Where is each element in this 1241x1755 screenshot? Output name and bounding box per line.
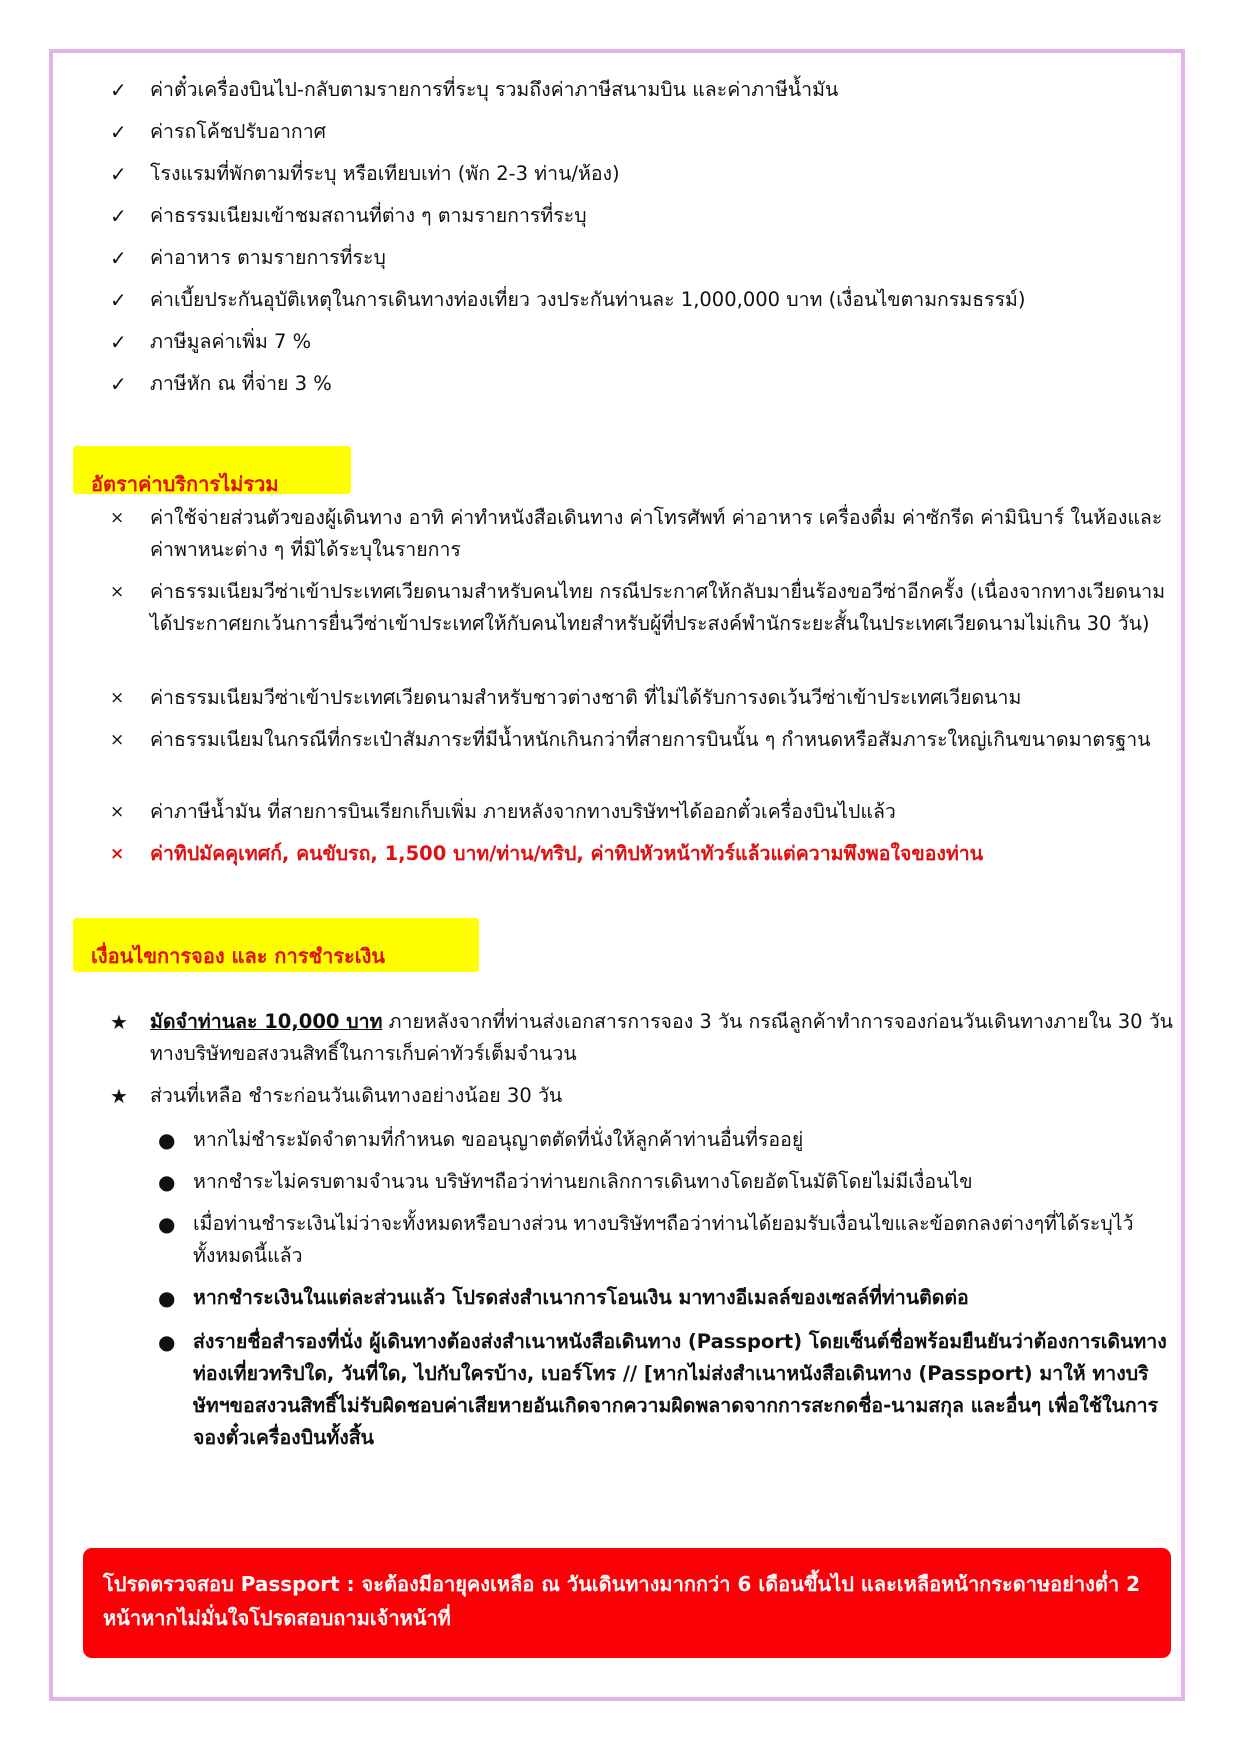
bullet-icon: ● (158, 1170, 176, 1194)
check-icon: ✓ (110, 246, 127, 270)
passport-notice: โปรดตรวจสอบ Passport : จะต้องมีอายุคงเหลือ ณ วันเดินทางมากกว่า 6 เดือนขึ้นไป และเหลือหน้ากระดาษอย่างต่ำ 2 หน้าหากไม่มั่นใจโปรดสอบถามเจ้าหน้าที่ (83, 1548, 1171, 1658)
check-icon: ✓ (110, 162, 127, 186)
check-icon: ✓ (110, 120, 127, 144)
cross-icon: × (110, 802, 125, 822)
booking-header: เงื่อนไขการจอง และ การชำระเงิน (73, 918, 479, 972)
deposit-text: ภายหลังจากที่ท่านส่งเอกสารการจอง 3 วัน กรณีลูกค้าทำการจองก่อนวันเดินทางภายใน 30 วัน ทางบริษัทขอสงวนสิทธิ์ในการเก็บค่าทัวร์เต็มจำนวน (150, 1010, 1173, 1065)
star-icon: ★ (110, 1010, 128, 1034)
check-icon: ✓ (110, 330, 127, 354)
check-icon: ✓ (110, 372, 127, 396)
cross-icon: × (110, 844, 125, 864)
bullet-icon: ● (158, 1128, 176, 1152)
check-icon: ✓ (110, 288, 127, 312)
cross-icon: × (110, 688, 125, 708)
deposit-amount: มัดจำท่านละ 10,000 บาท (150, 1010, 383, 1033)
cross-icon: × (110, 730, 125, 750)
bullet-icon: ● (158, 1286, 176, 1310)
excluded-header: อัตราค่าบริการไม่รวม (73, 446, 351, 494)
cross-icon: × (110, 508, 125, 528)
bullet-icon: ● (158, 1330, 176, 1354)
check-icon: ✓ (110, 78, 127, 102)
cross-icon: × (110, 582, 125, 602)
bullet-icon: ● (158, 1212, 176, 1236)
check-icon: ✓ (110, 204, 127, 228)
star-icon: ★ (110, 1084, 128, 1108)
